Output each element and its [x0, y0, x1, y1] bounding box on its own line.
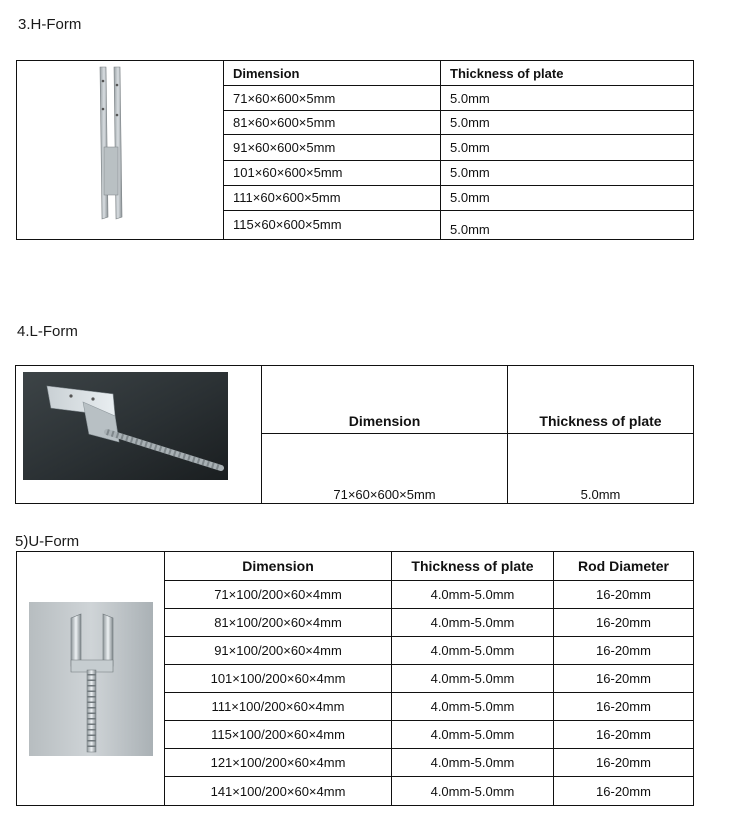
h-form-dimension-cell: 115×60×600×5mm	[224, 210, 441, 239]
u-form-dimension-cell: 101×100/200×60×4mm	[165, 665, 392, 693]
h-form-thickness-cell: 5.0mm	[441, 185, 694, 210]
u-form-heading: 5)U-Form	[15, 533, 80, 550]
u-form-thickness-cell: 4.0mm-5.0mm	[392, 609, 554, 637]
h-form-dimension-cell: 71×60×600×5mm	[224, 86, 441, 111]
u-form-dimension-cell: 91×100/200×60×4mm	[165, 637, 392, 665]
h-form-header-dimension: Dimension	[224, 61, 441, 86]
u-form-dimension-cell: 121×100/200×60×4mm	[165, 749, 392, 777]
u-form-dimension-cell: 115×100/200×60×4mm	[165, 721, 392, 749]
u-form-rod-cell: 16-20mm	[554, 693, 694, 721]
h-form-thickness-cell: 5.0mm	[441, 160, 694, 185]
h-form-thickness-cell: 5.0mm	[441, 135, 694, 160]
h-form-dimension-cell: 111×60×600×5mm	[224, 185, 441, 210]
h-form-table	[16, 60, 694, 240]
h-form-heading: 3.H-Form	[18, 16, 82, 33]
u-form-header-rod: Rod Diameter	[554, 552, 694, 581]
u-form-thickness-cell: 4.0mm-5.0mm	[392, 693, 554, 721]
u-form-dimension-cell: 141×100/200×60×4mm	[165, 777, 392, 806]
u-form-dimension-cell: 111×100/200×60×4mm	[165, 693, 392, 721]
u-form-header-thickness: Thickness of plate	[392, 552, 554, 581]
u-form-rod-cell: 16-20mm	[554, 609, 694, 637]
l-form-anchor-image	[23, 372, 228, 480]
u-form-photo-cell	[17, 552, 165, 806]
l-form-thickness-cell: 5.0mm	[508, 434, 694, 504]
l-form-table	[15, 365, 694, 504]
h-form-dimension-cell: 91×60×600×5mm	[224, 135, 441, 160]
u-form-dimension-cell: 71×100/200×60×4mm	[165, 581, 392, 609]
h-form-photo-cell	[17, 61, 224, 240]
h-form-dimension-cell: 101×60×600×5mm	[224, 160, 441, 185]
h-form-thickness-cell: 5.0mm	[441, 210, 694, 239]
u-form-thickness-cell: 4.0mm-5.0mm	[392, 665, 554, 693]
h-form-dimension-cell: 81×60×600×5mm	[224, 111, 441, 135]
u-form-header-dimension: Dimension	[165, 552, 392, 581]
u-form-thickness-cell: 4.0mm-5.0mm	[392, 581, 554, 609]
u-form-anchor-image	[29, 602, 153, 756]
u-form-dimension-cell: 81×100/200×60×4mm	[165, 609, 392, 637]
u-form-rod-cell: 16-20mm	[554, 749, 694, 777]
h-form-thickness-cell: 5.0mm	[441, 111, 694, 135]
u-form-rod-cell: 16-20mm	[554, 637, 694, 665]
h-form-header-thickness: Thickness of plate	[441, 61, 694, 86]
l-form-header-dimension: Dimension	[262, 366, 508, 434]
u-form-thickness-cell: 4.0mm-5.0mm	[392, 777, 554, 806]
h-form-anchor-image	[17, 61, 224, 239]
u-form-rod-cell: 16-20mm	[554, 777, 694, 806]
l-form-dimension-cell: 71×60×600×5mm	[262, 434, 508, 504]
u-form-rod-cell: 16-20mm	[554, 581, 694, 609]
u-form-thickness-cell: 4.0mm-5.0mm	[392, 637, 554, 665]
l-form-header-thickness: Thickness of plate	[508, 366, 694, 434]
u-form-thickness-cell: 4.0mm-5.0mm	[392, 749, 554, 777]
u-form-rod-cell: 16-20mm	[554, 665, 694, 693]
u-form-table	[16, 551, 694, 806]
l-form-heading: 4.L-Form	[17, 323, 78, 340]
u-form-rod-cell: 16-20mm	[554, 721, 694, 749]
l-form-photo-cell	[16, 366, 262, 504]
h-form-thickness-cell: 5.0mm	[441, 86, 694, 111]
u-form-thickness-cell: 4.0mm-5.0mm	[392, 721, 554, 749]
